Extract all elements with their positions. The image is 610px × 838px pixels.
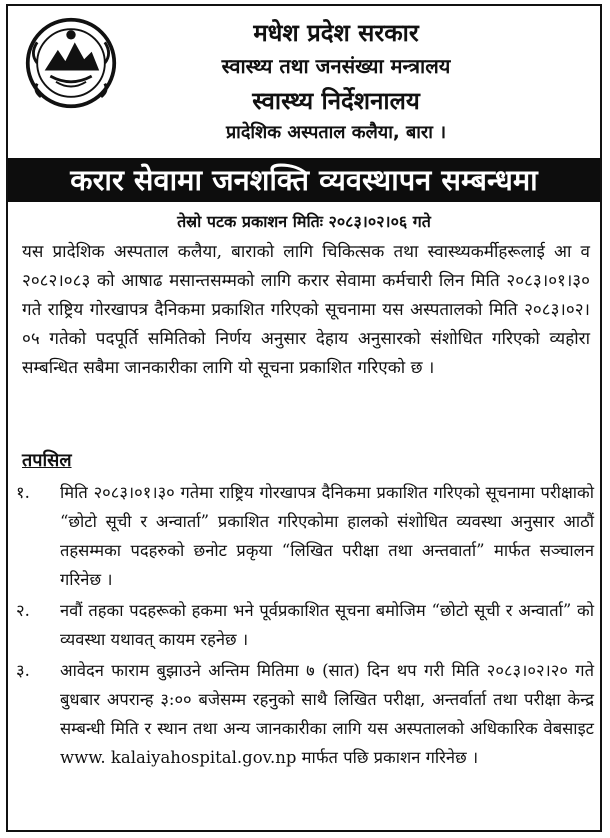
letterhead <box>6 6 602 154</box>
details-heading: तपसिल <box>22 450 72 471</box>
list-item-number: १. <box>16 483 30 502</box>
list-item <box>16 656 594 772</box>
list-item-number: ३. <box>16 661 30 680</box>
list-item-text: नवौं तहका पदहरूको हकमा भने पूर्वप्रकाशित सूचना बमोजिम “छोटो सूची र अन्वार्ता” को व्यवस्था यथावत् कायम रहनेछ । <box>60 601 594 649</box>
list-item-number: २. <box>16 601 30 620</box>
list-item <box>16 596 594 654</box>
hospital-name: प्रादेशिक अस्पताल कलैया, बारा । <box>225 122 447 143</box>
list-item-text: आवेदन फाराम बुझाउने अन्तिम मितिमा ७ (सात) दिन थप गरी मिति २०८३।०२।२० गते बुधबार अपरान्ह ३:०० बजेसम्म रहनुको साथै लिखित परीक्षा, अन्तर्वार्ता तथा परीक्षा केन्द्र सम्बन्धी मिति र स्थान तथा अन्य जानकारीका लागि यस अस्पतालको अधिकारिक वेबसाइट www. kalaiyahospital.gov.np मार्फत पछि प्रकाशन गरिनेछ । <box>60 661 594 767</box>
list-item <box>16 478 594 594</box>
government-name: मधेश प्रदेश सरकार <box>253 19 419 47</box>
nepal-government-emblem-icon <box>24 16 118 110</box>
ministry-name: स्वास्थ्य तथा जनसंख्या मन्त्रालय <box>221 54 451 78</box>
publication-date: तेस्रो पटक प्रकाशन मितिः २०८३।०२।०६ गते <box>177 212 431 231</box>
directorate-name: स्वास्थ्य निर्देशनालय <box>252 87 420 115</box>
list-item-text: मिति २०८३।०१।३० गतेमा राष्ट्रिय गोरखापत्र दैनिकमा प्रकाशित गरिएको सूचनामा परीक्षाको “छोटो सूची र अन्वार्ता” प्रकाशित गरिएकोमा हालको संशोधित व्यवस्था अनुसार आठौं तहसम्मका पदहरुको छनोट प्रकृया “लिखित परीक्षा तथा अन्तवार्ता” मार्फत सञ्चालन गरिनेछ । <box>60 483 594 589</box>
notice-body: यस प्रादेशिक अस्पताल कलैया, बाराको लागि चिकित्सक तथा स्वास्थ्यकर्मीहरूलाई आ व २०८२।०८३ को आषाढ मसान्तसम्मको लागि करार सेवामा कर्मचारी लिन मिति २०८३।०१।३० गते राष्ट्रिय गोरखापत्र दैनिकमा प्रकाशित गरिएको सूचनामा यस अस्पतालको मिति २०८३।०२।०५ गतेको पदपूर्ति समितिको निर्णय अनुसार देहाय अनुसारको संशोधित गरिएको व्यहोरा सम्बन्धित सबैमा जानकारीका लागि यो सूचना प्रकाशित गरिएको छ । <box>22 242 590 378</box>
notice-title-banner: करार सेवामा जनशक्ति व्यवस्थापन सम्बन्धमा <box>8 158 600 202</box>
